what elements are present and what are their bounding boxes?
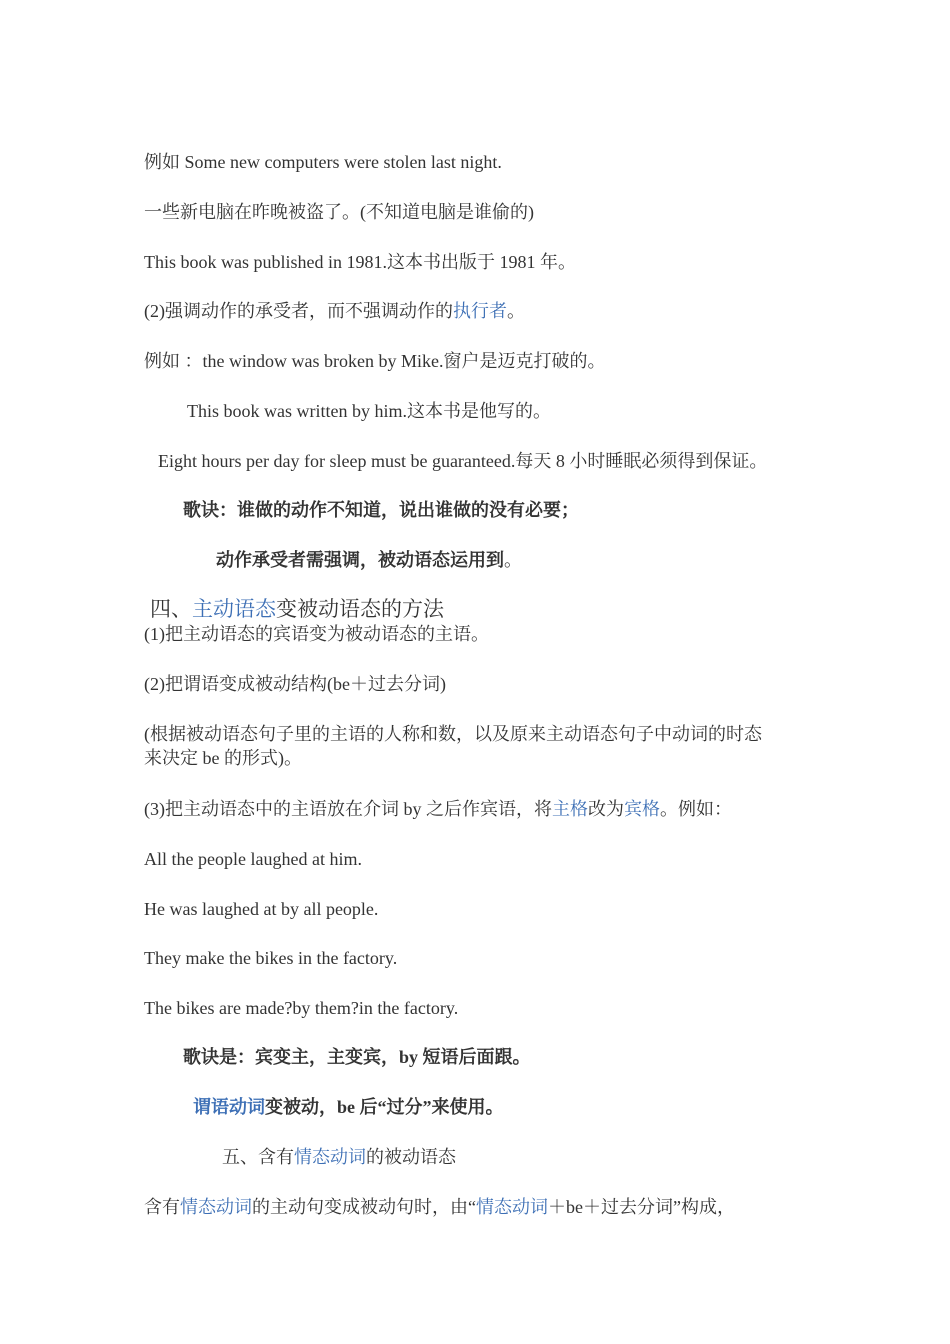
text-segment: ＋be＋过去分词”构成， — [548, 1197, 735, 1217]
rule-line — [144, 797, 732, 821]
text-segment: 含有 — [144, 1197, 180, 1217]
modal-verb-link[interactable]: 情态动词 — [180, 1197, 252, 1217]
text-segment: 的主动句变成被动句时，由“ — [252, 1197, 476, 1217]
example-sentence: Eight hours per day for sleep must be guaranteed.每天 8 小时睡眠必须得到保证。 — [158, 451, 768, 471]
example-sentence: All the people laughed at him. — [144, 849, 362, 869]
translation-line: 一些新电脑在昨晚被盗了。(不知道电脑是谁偷的) — [144, 202, 534, 222]
modal-verb-link[interactable]: 情态动词 — [294, 1147, 366, 1167]
example-sentence: They make the bikes in the factory. — [144, 948, 398, 968]
section-heading — [222, 1145, 456, 1169]
example-sentence: 例如 Some new computers were stolen last night. — [144, 152, 502, 172]
example-sentence: He was laughed at by all people. — [144, 899, 379, 919]
modal-verb-link[interactable]: 情态动词 — [476, 1197, 548, 1217]
example-sentence: 例如 ：the window was broken by Mike.窗户是迈克打破的。 — [144, 351, 606, 371]
text-segment: 。例如： — [660, 799, 732, 819]
rule-line: (1)把主动语态的宾语变为被动语态的主语。 — [144, 624, 489, 644]
text-segment: 。 — [507, 301, 525, 321]
mnemonic-line: 歌诀：谁做的动作不知道，说出谁做的没有必要； — [183, 500, 579, 520]
example-sentence: This book was written by him.这本书是他写的。 — [187, 401, 551, 421]
text-segment: 。 — [504, 550, 522, 570]
text-segment: 改为 — [588, 799, 624, 819]
text-segment: 变被动语态的方法 — [276, 597, 444, 621]
text-segment: 的被动语态 — [366, 1147, 456, 1167]
section-heading — [150, 596, 444, 622]
nominative-case-link[interactable]: 主格 — [552, 799, 588, 819]
mnemonic-line: 歌诀是：宾变主，主变宾，by 短语后面跟。 — [183, 1047, 531, 1067]
text-segment: 四、 — [150, 597, 192, 621]
executor-link[interactable]: 执行者 — [453, 301, 507, 321]
text-segment: 变被动，be 后“过分”来使用。 — [265, 1097, 504, 1117]
text-segment: (2)强调动作的承受者，而不强调动作的 — [144, 301, 453, 321]
text-segment: 五、含有 — [222, 1147, 294, 1167]
text-segment: 动作承受者需强调，被动语态运用到 — [216, 550, 504, 570]
mnemonic-line — [193, 1095, 504, 1119]
example-sentence: This book was published in 1981.这本书出版于 1981 年。 — [144, 252, 576, 272]
rule-note-line: 来决定 be 的形式)。 — [144, 748, 302, 768]
text-segment: (3)把主动语态中的主语放在介词 by 之后作宾语，将 — [144, 799, 552, 819]
rule-line — [144, 1195, 735, 1219]
predicate-verb-link[interactable]: 谓语动词 — [193, 1097, 265, 1117]
rule-line — [144, 299, 525, 323]
rule-note-line: (根据被动语态句子里的主语的人称和数，以及原来主动语态句子中动词的时态 — [144, 724, 762, 744]
mnemonic-line — [216, 548, 522, 572]
active-voice-link[interactable]: 主动语态 — [192, 597, 276, 621]
rule-line: (2)把谓语变成被动结构(be＋过去分词) — [144, 674, 446, 694]
objective-case-link[interactable]: 宾格 — [624, 799, 660, 819]
example-sentence: The bikes are made?by them?in the factory. — [144, 998, 459, 1018]
